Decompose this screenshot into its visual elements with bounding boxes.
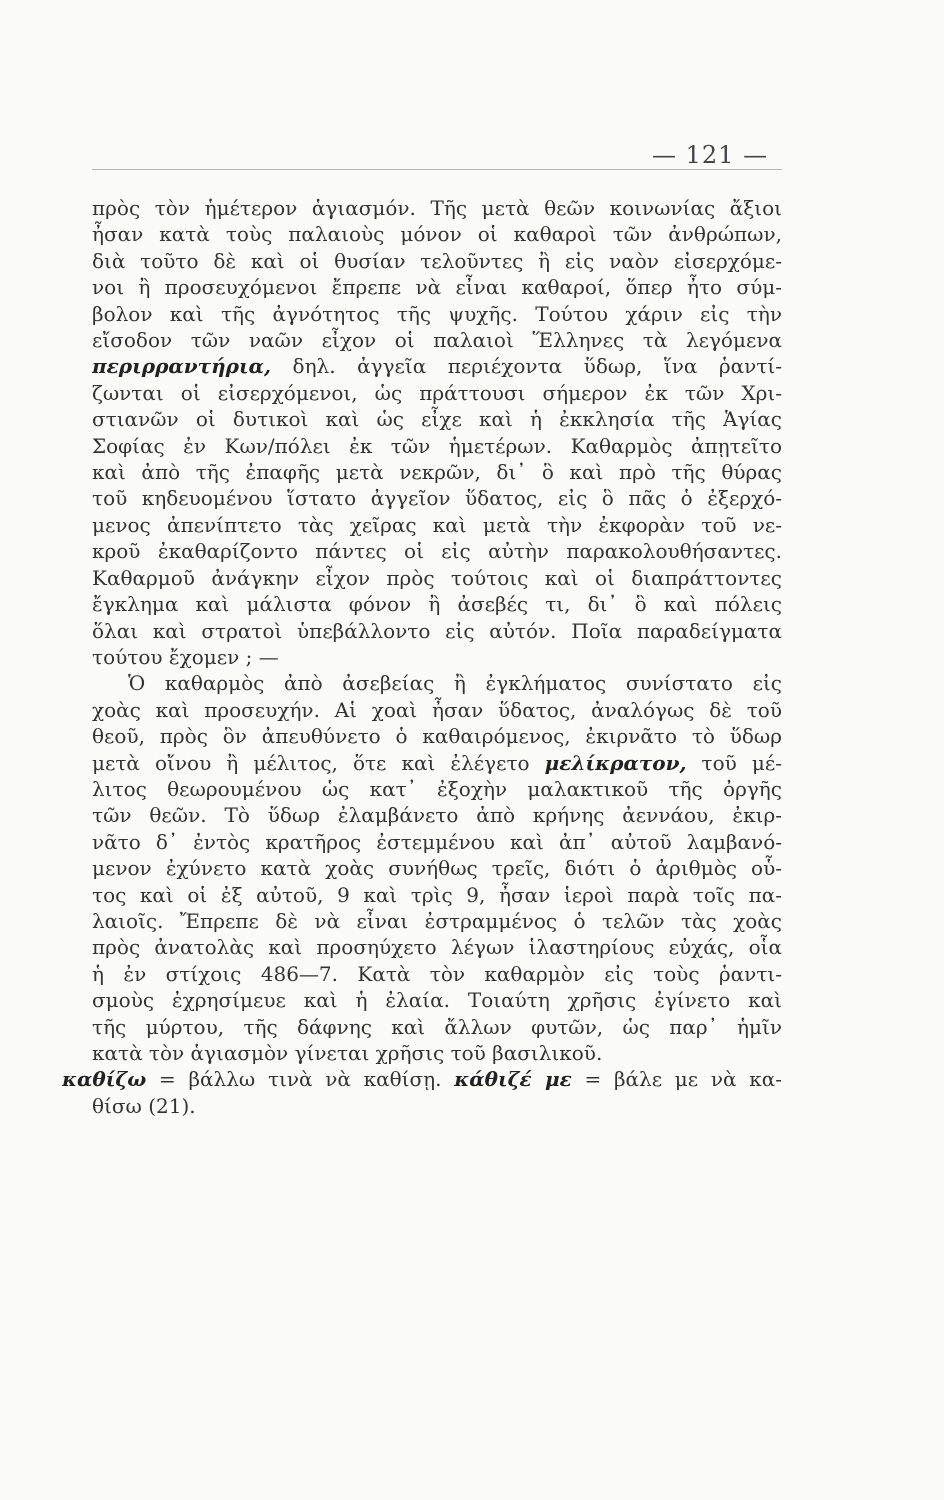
glossary-line (62, 1066, 782, 1092)
page-number: — 121 — (652, 141, 769, 169)
text-line: κατὰ τὸν ἁγιασμὸν γίνεται χρῆσις τοῦ βασιλικοῦ. (92, 1041, 603, 1065)
header-rule (92, 169, 782, 170)
text-line: πρὸς τὸν ἡμέτερον ἁγιασμόν. Τῆς μετὰ θεῶν κοινωνίας ἄξιοι (92, 196, 782, 220)
text-line: πρὸς ἀνατολὰς καὶ προσηύχετο λέγων ἱλαστηρίους εὐχάς, οἷα (92, 935, 782, 960)
text-line: τούτου ἔχομεν ; — (92, 644, 279, 669)
text-line: ἔγκλημα καὶ μάλιστα φόνον ἢ ἀσεβές τι, δι᾽ ὃ καὶ πόλεις (92, 592, 782, 617)
text-line: στιανῶν οἱ δυτικοὶ καὶ ὡς εἶχε καὶ ἡ ἐκκλησία τῆς Ἁγίας (92, 407, 782, 432)
text-line: ζωνται οἱ εἰσερχόμενοι, ὡς πράττουσι σήμερον ἐκ τῶν Χρι- (92, 380, 782, 405)
text-line: εἴσοδον τῶν ναῶν εἶχον οἱ παλαιοὶ Ἕλληνες τὰ λεγόμενα (92, 328, 782, 353)
gloss-term-kathize-me: κάθιζέ με (454, 1067, 572, 1092)
text-line: καὶ ἀπὸ τῆς ἐπαφῆς μετὰ νεκρῶν, δι᾽ ὃ καὶ πρὸ τῆς θύρας (92, 460, 782, 485)
glossary-line: θίσω (21). (92, 1093, 196, 1118)
text-line: Καθαρμοῦ ἀνάγκην εἶχον πρὸς τούτοις καὶ οἱ διαπράττοντες (92, 565, 782, 590)
text-line: τοῦ κηδευομένου ἵστατο ἀγγεῖον ὕδατος, εἰς ὃ πᾶς ὁ ἐξερχό- (92, 486, 782, 511)
gloss-definition: = βάλλω τινὰ νὰ καθίσῃ. (146, 1067, 455, 1092)
gloss-term-kathizo: καθίζω (62, 1067, 147, 1092)
text-line: τῆς μύρτου, τῆς δάφνης καὶ ἄλλων φυτῶν, ὡς παρ᾽ ἡμῖν (92, 1014, 782, 1039)
text-line (92, 750, 782, 776)
text-line: ὅλαι καὶ στρατοὶ ὑπεβάλλοντο εἰς αὐτόν. Ποῖα παραδείγματα (92, 618, 782, 643)
text-line: νοι ἢ προσευχόμενοι ἔπρεπε νὰ εἶναι καθαροί, ὅπερ ἦτο σύμ- (92, 275, 782, 300)
term-melikraton: μελίκρατον, (544, 750, 687, 775)
body-text (62, 195, 782, 1119)
text-line: ἡ ἐν στίχοις 486—7. Κατὰ τὸν καθαρμὸν εἰς τοὺς ῥαντι- (92, 961, 782, 986)
text-line: κροῦ ἐκαθαρίζοντο πάντες οἱ εἰς αὐτὴν παρακολουθήσαντες. (92, 539, 782, 564)
text-line: τος καὶ οἱ ἐξ αὐτοῦ, 9 καὶ τρὶς 9, ἦσαν ἱεροὶ παρὰ τοῖς πα- (92, 882, 782, 907)
text-line: ἦσαν κατὰ τοὺς παλαιοὺς μόνον οἱ καθαροὶ τῶν ἀνθρώπων, (92, 222, 782, 247)
text-line: λαιοῖς. Ἔπρεπε δὲ νὰ εἶναι ἐστραμμένος ὁ τελῶν τὰς χοὰς (92, 908, 782, 933)
text-fragment: τοῦ μέ- (686, 750, 782, 775)
text-line: λιτος θεωρουμένου ὡς κατ᾽ ἐξοχὴν μαλακτικοῦ τῆς ὀργῆς (92, 776, 782, 801)
text-line: Ὁ καθαρμὸς ἀπὸ ἀσεβείας ἢ ἐγκλήματος συνίστατο εἰς (128, 671, 782, 696)
text-line: τῶν θεῶν. Τὸ ὕδωρ ἐλαμβάνετο ἀπὸ κρήνης ἀεννάου, ἐκιρ- (92, 803, 782, 828)
text-line: διὰ τοῦτο δὲ καὶ οἱ θυσίαν τελοῦντες ἢ εἰς ναὸν εἰσερχόμε- (92, 248, 782, 273)
text-line: θεοῦ, πρὸς ὃν ἀπευθύνετο ὁ καθαιρόμενος, ἐκιρνᾶτο τὸ ὕδωρ (92, 724, 782, 749)
text-line: χοὰς καὶ προσευχήν. Αἱ χοαὶ ἦσαν ὕδατος, ἀναλόγως δὲ τοῦ (92, 697, 782, 722)
text-line (92, 353, 782, 379)
text-line: βολον καὶ τῆς ἀγνότητος τῆς ψυχῆς. Τούτου χάριν εἰς τὴν (92, 301, 782, 326)
text-line: μενος ἀπενίπτετο τὰς χεῖρας καὶ μετὰ τὴν ἐκφορὰν τοῦ νε- (92, 512, 782, 537)
term-perirrantiria: περιρραντήρια, (92, 354, 271, 379)
text-line: Σοφίας ἐν Κων/πόλει ἐκ τῶν ἡμετέρων. Καθαρμὸς ἀπῃτεῖτο (92, 433, 782, 458)
text-line: νᾶτο δ᾽ ἐντὸς κρατῆρος ἐστεμμένου καὶ ἀπ᾽ αὐτοῦ λαμβανό- (92, 829, 782, 854)
text-line: μενον ἐχύνετο κατὰ χοὰς συνήθως τρεῖς, διότι ὁ ἀριθμὸς οὗ- (92, 856, 782, 881)
text-line: σμοὺς ἐχρησίμευε καὶ ἡ ἐλαία. Τοιαύτη χρῆσις ἐγίνετο καὶ (92, 988, 782, 1013)
gloss-definition: = βάλε με νὰ κα- (571, 1067, 782, 1092)
text-fragment: μετὰ οἴνου ἢ μέλιτος, ὅτε καὶ ἐλέγετο (92, 750, 545, 775)
text-fragment: δηλ. ἀγγεῖα περιέχοντα ὕδωρ, ἵνα ῥαντί- (270, 354, 782, 379)
